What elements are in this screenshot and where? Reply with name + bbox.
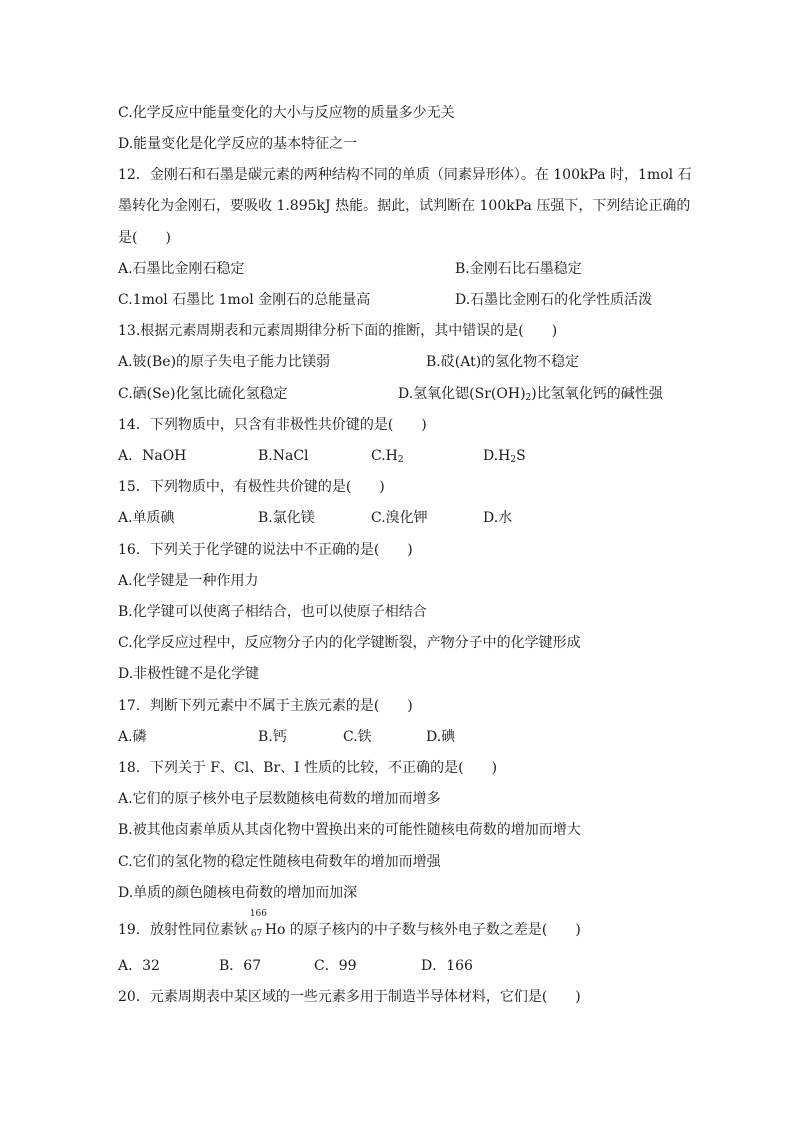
q15-option-d: D.水 — [483, 510, 513, 526]
holmium-isotope-notation — [249, 909, 268, 939]
q15-option-a: A.单质碘 — [118, 510, 175, 526]
q14-option-c-text: C.H — [371, 448, 398, 464]
q17-option-a: A.磷 — [118, 729, 147, 745]
q15-option-b: B.氯化镁 — [258, 510, 315, 526]
q16-stem: 16．下列关于化学键的说法中不正确的是( ) — [118, 542, 413, 558]
q11-option-d: D.能量变化是化学反应的基本特征之一 — [118, 136, 358, 152]
q12-option-b: B.金刚石比石墨稳定 — [455, 261, 582, 277]
q17-option-c: C.铁 — [343, 729, 372, 745]
q13-option-b: B.砹(At)的氢化物不稳定 — [426, 354, 580, 370]
q17-stem: 17．判断下列元素中不属于主族元素的是( ) — [118, 698, 413, 714]
q12-option-c: C.1mol 石墨比 1mol 金刚石的总能量高 — [118, 292, 371, 308]
q14-option-c-subscript: 2 — [397, 455, 404, 465]
q13-option-d — [398, 385, 663, 407]
q19-option-b: B．67 — [219, 958, 262, 974]
q18-stem: 18．下列关于 F、Cl、Br、I 性质的比较，不正确的是( ) — [118, 760, 498, 776]
q14-option-d-subscript: 2 — [510, 455, 517, 465]
q20-stem: 20．元素周期表中某区域的一些元素多用于制造半导体材料，它们是( ) — [118, 989, 581, 1005]
isotope-element-symbol: Ho — [264, 922, 286, 938]
q19-option-a: A．32 — [118, 958, 160, 974]
isotope-atomic-number: 67 — [250, 929, 263, 939]
q13-stem: 13.根据元素周期表和元素周期律分析下面的推断，其中错误的是( ) — [118, 323, 558, 339]
q13-option-a: A.铍(Be)的原子失电子能力比镁弱 — [118, 354, 331, 370]
q18-option-b: B.被其他卤素单质从其卤化物中置换出来的可能性随核电荷数的增加而增大 — [118, 822, 581, 838]
q14-option-c — [371, 447, 404, 469]
q19-stem-text-end: 的原子核内的中子数与核外电子数之差是( ) — [285, 922, 581, 938]
q14-option-d-text-end: S — [516, 448, 526, 464]
q14-option-b: B.NaCl — [258, 448, 309, 464]
q19-option-c: C．99 — [314, 958, 357, 974]
q12-stem-line-3: 是( ) — [118, 230, 171, 246]
q17-option-d: D.碘 — [426, 729, 456, 745]
q16-option-b: B.化学键可以使离子相结合，也可以使原子相结合 — [118, 604, 427, 620]
q15-option-c: C.溴化钾 — [371, 510, 428, 526]
q18-option-a: A.它们的原子核外电子层数随核电荷数的增加而增多 — [118, 791, 441, 807]
q12-stem-line-1: 12．金刚石和石墨是碳元素的两种结构不同的单质（同素异形体）。在 100kPa 时，1mol 石 — [118, 167, 692, 183]
q14-option-a: A．NaOH — [118, 448, 187, 464]
q19-stem-text: 19．放射性同位素钬 — [118, 922, 248, 938]
q15-stem: 15．下列物质中，有极性共价键的是( ) — [118, 479, 385, 495]
q12-option-d: D.石墨比金刚石的化学性质活泼 — [455, 292, 653, 308]
q11-option-c: C.化学反应中能量变化的大小与反应物的质量多少无关 — [118, 105, 455, 121]
q16-option-d: D.非极性键不是化学键 — [118, 666, 260, 682]
q18-option-d: D.单质的颜色随核电荷数的增加而加深 — [118, 885, 358, 901]
q13-option-d-text: D.氢氧化锶(Sr(OH) — [398, 386, 526, 402]
q19-option-d: D．166 — [421, 958, 473, 974]
q13-option-d-text-end: )比氢氧化钙的碱性强 — [531, 386, 663, 402]
q12-stem-line-2: 墨转化为金刚石，要吸收 1.895kJ 热能。据此，试判断在 100kPa 压强下，下列结论正确的 — [118, 198, 691, 214]
q14-stem: 14．下列物质中，只含有非极性共价键的是( ) — [118, 417, 427, 433]
q17-option-b: B.钙 — [258, 729, 287, 745]
q14-option-d — [483, 447, 526, 469]
isotope-mass-number: 166 — [249, 909, 268, 919]
q12-option-a: A.石墨比金刚石稳定 — [118, 261, 245, 277]
q16-option-a: A.化学键是一种作用力 — [118, 573, 259, 589]
q16-option-c: C.化学反应过程中，反应物分子内的化学键断裂，产物分子中的化学键形成 — [118, 635, 581, 651]
q19-stem — [118, 909, 581, 939]
q14-option-d-text: D.H — [483, 448, 511, 464]
q18-option-c: C.它们的氢化物的稳定性随核电荷数年的增加而增强 — [118, 854, 441, 870]
q13-option-d-subscript: 2 — [525, 393, 532, 403]
q13-option-c: C.硒(Se)化氢比硫化氢稳定 — [118, 386, 288, 402]
